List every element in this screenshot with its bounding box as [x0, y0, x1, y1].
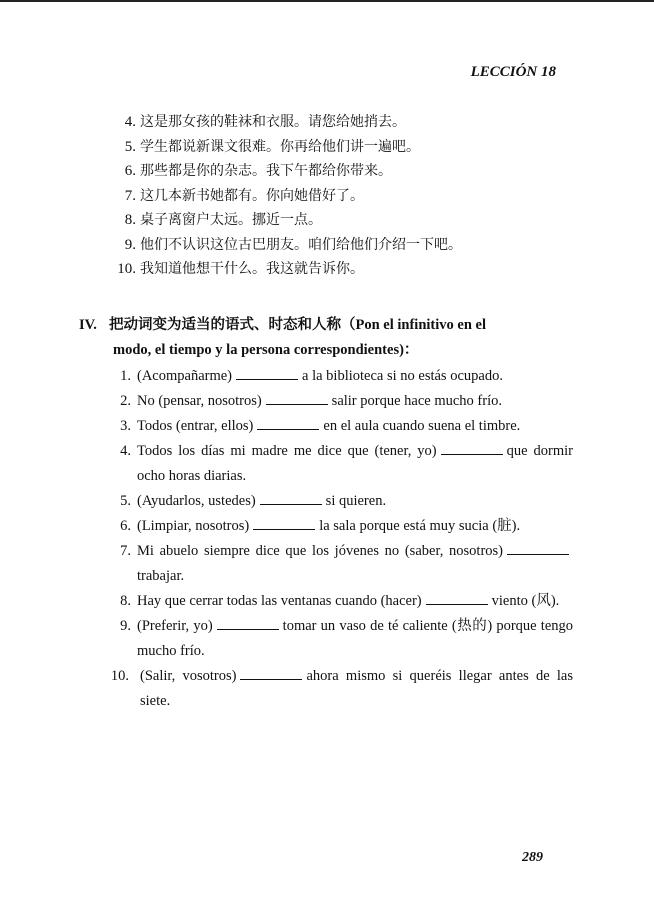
exercise-item	[113, 539, 573, 589]
exercise-continuation: trabajar.	[137, 568, 185, 584]
exercise-item	[113, 414, 573, 439]
page-number: 289	[522, 850, 543, 865]
exercise-prompt: Todos los días mi madre me dice que (tener, yo)	[137, 443, 437, 459]
chinese-sentence	[116, 208, 556, 233]
exercise-item	[113, 489, 573, 514]
exercise-item	[113, 589, 573, 614]
item-number: 10.	[117, 261, 136, 277]
section-number: IV.	[79, 317, 97, 333]
exercise-continuation: tomar un vaso de té caliente (热的) porque tengo mucho frío.	[137, 618, 574, 659]
chinese-sentence-list	[116, 110, 556, 282]
chinese-sentence	[116, 257, 556, 282]
exercise-prompt: (Salir, vosotros)	[140, 668, 237, 684]
item-number: 6.	[120, 518, 131, 534]
exercise-item	[113, 514, 573, 539]
exercise-prompt: (Ayudarlos, ustedes)	[137, 493, 256, 509]
exercise-prompt: Mi abuelo siempre dice que los jóvenes no (saber, nosotros)	[137, 543, 503, 559]
exercise-continuation: ahora mismo si queréis llegar antes de las siete.	[140, 668, 573, 709]
sentence-text: 那些都是你的杂志。我下午都给你带来。	[140, 164, 392, 179]
exercise-continuation: la sala porque está muy sucia (脏).	[319, 518, 521, 534]
answer-blank[interactable]	[441, 442, 503, 455]
exercise-prompt: Todos (entrar, ellos)	[137, 418, 254, 434]
item-number: 7.	[124, 187, 136, 204]
exercise-prompt: (Preferir, yo)	[137, 618, 213, 634]
section-title-line2: modo, el tiempo y la persona correspondientes)：	[113, 342, 419, 358]
exercise-item	[113, 364, 573, 389]
sentence-text: 学生都说新课文很难。你再给他们讲一遍吧。	[140, 139, 420, 155]
section-title-line1: 把动词变为适当的语式、时态和人称（Pon el infinitivo en el	[109, 317, 486, 333]
exercise-item	[110, 664, 573, 714]
exercise-item	[113, 389, 573, 414]
answer-blank[interactable]	[236, 367, 298, 380]
chinese-sentence	[116, 159, 556, 184]
exercise-continuation: si quieren.	[325, 493, 387, 509]
item-number: 8.	[124, 212, 136, 228]
sentence-text: 桌子离窗户太远。挪近一点。	[140, 213, 322, 228]
answer-blank[interactable]	[260, 492, 322, 505]
exercise-prompt: (Limpiar, nosotros)	[137, 518, 250, 534]
item-number: 10.	[110, 668, 129, 684]
chinese-sentence	[116, 233, 556, 258]
exercise-continuation: a la biblioteca si no estás ocupado.	[302, 368, 503, 384]
item-number: 2.	[120, 393, 131, 409]
item-number: 1.	[120, 368, 131, 384]
item-number: 7.	[120, 543, 131, 559]
item-number: 9.	[120, 618, 131, 634]
exercise-continuation: salir porque hace mucho frío.	[331, 393, 502, 409]
chinese-sentence	[116, 135, 556, 160]
item-number: 4.	[120, 443, 131, 459]
exercise-prompt: Hay que cerrar todas las ventanas cuando (hacer)	[137, 593, 422, 609]
answer-blank[interactable]	[253, 517, 315, 530]
item-number: 5.	[124, 138, 136, 155]
exercise-continuation: en el aula cuando suena el timbre.	[323, 418, 521, 434]
answer-blank[interactable]	[507, 542, 569, 555]
exercise-item	[113, 614, 573, 664]
sentence-text: 他们不认识这位古巴朋友。咱们给他们介绍一下吧。	[140, 237, 462, 253]
answer-blank[interactable]	[266, 392, 328, 405]
item-number: 8.	[120, 593, 131, 609]
chinese-sentence	[116, 184, 556, 209]
exercise-continuation: que dormir ocho horas diarias.	[137, 443, 573, 484]
answer-blank[interactable]	[426, 592, 488, 605]
exercise-prompt: No (pensar, nosotros)	[137, 393, 262, 409]
section-heading	[79, 313, 574, 363]
lesson-header: LECCIÓN 18	[470, 64, 556, 80]
item-number: 3.	[120, 418, 131, 434]
item-number: 9.	[124, 236, 136, 253]
sentence-text: 我知道他想干什么。我这就告诉你。	[140, 262, 364, 277]
item-number: 5.	[120, 493, 131, 509]
sentence-text: 这是那女孩的鞋袜和衣服。请您给她捎去。	[140, 115, 406, 130]
answer-blank[interactable]	[240, 667, 302, 680]
answer-blank[interactable]	[217, 617, 279, 630]
chinese-sentence	[116, 110, 556, 135]
item-number: 4.	[124, 114, 136, 130]
exercise-continuation: viento (风).	[491, 593, 560, 609]
exercise-item	[113, 439, 573, 489]
sentence-text: 这几本新书她都有。你向她借好了。	[140, 188, 364, 204]
exercise-prompt: (Acompañarme)	[137, 368, 233, 384]
answer-blank[interactable]	[257, 417, 319, 430]
exercise-list	[110, 364, 574, 714]
item-number: 6.	[124, 163, 136, 179]
top-border	[0, 0, 654, 2]
